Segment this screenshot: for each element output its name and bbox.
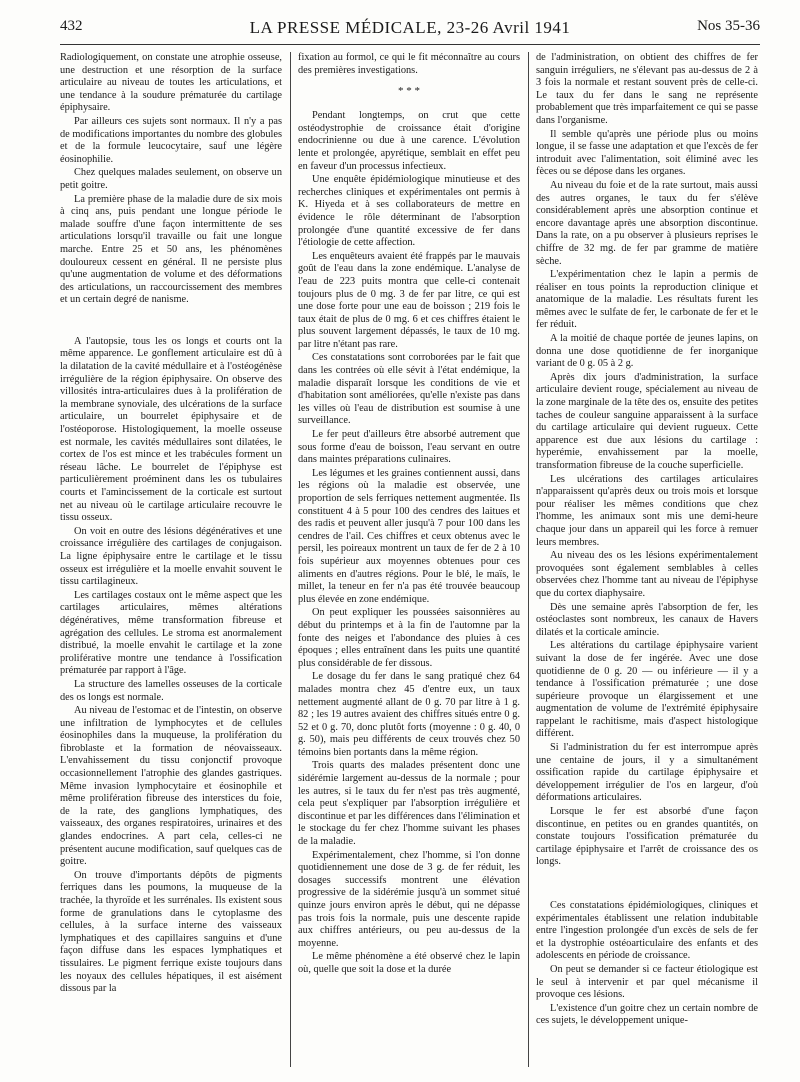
column-1 bbox=[60, 52, 282, 1067]
paragraph: Lorsque le fer est absorbé d'une façon discontinue, en petites ou en grandes quantités, on constate toujours l'ossification prématurée du cartilage épiphysaire et l'arrêt de croissance des os longs. bbox=[536, 806, 758, 868]
paragraph: Ces constatations épidémiologiques, cliniques et expérimentales établissent une relation indubitable entre l'ingestion prolongée d'un excès de sels de fer et la dystrophie ostéoarticulaire des enfants et des adolescents en période de croissance. bbox=[536, 900, 758, 962]
paragraph: Au niveau de l'estomac et de l'intestin, on observe une infiltration de lymphocytes et de cellules éosinophiles dans la muqueuse, la prolifération du fibroblaste et la formation de néovaisseaux. L'envahissement du tissu conjonctif provoque occasionnellement l'atrophie des glandes gastriques. Même invasion lymphocytaire et éosinophile et même prolifération fibreuse des interstices du foie, de la rate, des ganglions lymphatiques, des vaisseaux, des organes respiratoires, urinaires et des glandes endocrines. A part cela, celles-ci ne présentent aucune modification, sauf quelques cas de goitre. bbox=[60, 705, 282, 868]
paragraph: Si l'administration du fer est interrompue après une centaine de jours, il y a simultanément ossification rapide du cartilage épiphysaire et développement irrégulier de l'os en largeur, d'où déformations articulaires. bbox=[536, 742, 758, 804]
paragraph: Les ulcérations des cartilages articulaires n'apparaissent qu'après deux ou trois mois et lorsque pour réaliser les mêmes conditions que chez l'homme, les animaux sont mis une demi-heure chaque jour dans un appareil qui les force à remuer leurs membres. bbox=[536, 473, 758, 548]
journal-title: LA PRESSE MÉDICALE, 23-26 Avril 1941 bbox=[249, 18, 571, 37]
paragraph: Expérimentalement, chez l'homme, si l'on donne quotidiennement une dose de 3 g. de fer réduit, les dosages successifs montrent une élévation progressive de la sidérémie jusqu'à un sommet situé quinze jours environ après le début, qui ne dépasse pas trois fois la normale, puis une descente rapide aux chiffres antérieurs, ou peu au-dessus de la moyenne. bbox=[298, 849, 520, 949]
paragraph: On peut expliquer les poussées saisonnières au début du printemps et à la fin de l'automne par la fonte des neiges et l'abondance des pluies à ces époques ; elles entraînent dans les puits une quantité plus considérable de fer dissous. bbox=[298, 607, 520, 669]
column-2 bbox=[298, 52, 520, 1067]
paragraph: La structure des lamelles osseuses de la corticale des os longs est normale. bbox=[60, 678, 282, 703]
paragraph: de l'administration, on obtient des chiffres de fer sanguin irréguliers, ne s'élevant pas au-dessus de 2 à 3 fois la normale et restant souvent près de celle-ci. Le taux du fer dans le sang ne représente probablement que très imparfaitement ce qui se passe dans l'organisme. bbox=[536, 52, 758, 126]
paragraph: La première phase de la maladie dure de six mois à cinq ans, puis pendant une longue période le malade souffre d'une façon intermittente de ses articulations lorsqu'il travaille ou fait une longue marche. Entre 25 et 50 ans, les phénomènes douloureux cessent en général. Il ne persiste plus qu'une augmentation de volume et des déformations des articulations, un raccourcissement des membres et un certain degré de nanisme. bbox=[60, 193, 282, 306]
paragraph: Les enquêteurs avaient été frappés par le mauvais goût de l'eau dans la zone endémique. L'analyse de l'eau de 223 puits montra que celle-ci contenait toujours plus de 0 mg. 3 de fer par litre, ce qui est une dose forte pour une eau de boisson ; 219 fois le taux était de plus de 0 mg. 6 et ces chiffres étaient le plus souvent largement dépassés, le taux de 10 mg. par litre n'étant pas rare. bbox=[298, 250, 520, 350]
section-gap bbox=[60, 308, 282, 336]
paragraph: Il semble qu'après une période plus ou moins longue, il se fasse une adaptation et que l'excès de fer introduit avec l'alimentation, soit éliminé avec les fèces ou se dépose dans les organes. bbox=[536, 128, 758, 178]
paragraph: Au niveau des os les lésions expérimentalement provoquées sont également semblables à celles observées chez l'homme tant au niveau de l'épiphyse que du cortex diaphysaire. bbox=[536, 550, 758, 599]
column-divider bbox=[528, 52, 529, 1067]
paragraph: Chez quelques malades seulement, on observe un petit goitre. bbox=[60, 167, 282, 191]
paragraph: Radiologiquement, on constate une atrophie osseuse, une destruction et une résorption de la surface articulaire au niveau de toutes les articulations, et une tendance à la soudure prématurée du cartilage épiphysaire. bbox=[60, 52, 282, 114]
paragraph: L'expérimentation chez le lapin a permis de réaliser en tous points la reproduction clinique et anatomique de la maladie. Les résultats furent les mêmes avec le sulfate de fer, le carbonate de fer et le fer réduit. bbox=[536, 269, 758, 331]
section-separator: * * * bbox=[398, 85, 420, 98]
paragraph: Au niveau du foie et de la rate surtout, mais aussi des autres organes, le taux du fer s'élève considérablement après une absorption continue et encore davantage après une absorption discontinue. Dans la rate, on a pu observer à plusieurs reprises le chiffre de 32 mg. de fer par gramme de matière sèche. bbox=[536, 179, 758, 267]
header-rule bbox=[60, 44, 760, 45]
page-number: 432 bbox=[60, 18, 83, 34]
paragraph: Par ailleurs ces sujets sont normaux. Il n'y a pas de modifications importantes du nombre des globules et de la formule leucocytaire, sauf une légère éosinophilie. bbox=[60, 115, 282, 165]
paragraph: Après dix jours d'administration, la surface articulaire devient rouge, spécialement au niveau de la zone marginale de la tête des os, ensuite des petites taches de couleur sanguine apparaissent à la surface du cartilage articulaire qui devient rugueux. Cette apparence est due aux lésions du cartilage : hyperémie, envahissement par la moelle, transformation fibreuse de la couche superficielle. bbox=[536, 371, 758, 471]
paragraph: On voit en outre des lésions dégénératives et une croissance irrégulière des cartilages de conjugaison. La ligne épiphysaire entre le cartilage et le tissu osseux est irrégulière et la moelle envahit souvent le tissu cartilagineux. bbox=[60, 525, 282, 588]
paragraph: A l'autopsie, tous les os longs et courts ont la même apparence. Le gonflement articulaire est dû à la dilatation de la cavité médullaire et à l'ostéogénèse irrégulière de la région épiphysaire. On observe des villosités intra-articulaires dues à la prolifération de la membrane synoviale, des ulcérations de la surface articulaire, un bourrelet épiphysaire et de l'ostéoporose. Histologiquement, la moelle osseuse est normale, les cavités médullaires sont dilatées, le cortex de l'os est mince et les trabécules forment un réseau lâche. Le bourrelet de l'épiphyse est particulièrement proéminent dans les os tubulaires courts et l'amincissement de la corticale est surtout net au niveau où le cartilage articulaire recouvre le tissu osseux. bbox=[60, 335, 282, 524]
page-header bbox=[60, 18, 760, 40]
paragraph: Les cartilages costaux ont le même aspect que les cartilages articulaires, mêmes altérations dégénératives, même transformation fibreuse et agrégation des cellules. Le stroma est anormalement distribué, la moelle envahit le cartilage et la zone proliférative montre une tendance à l'ossification prématurée par rapport à l'âge. bbox=[60, 589, 282, 677]
paragraph: Dès une semaine après l'absorption de fer, les ostéoclastes sont nombreux, les canaux de Havers dilatés et la corticale amincie. bbox=[536, 601, 758, 638]
paragraph: L'existence d'un goitre chez un certain nombre de ces sujets, le développement unique- bbox=[536, 1002, 758, 1027]
paragraph: Le fer peut d'ailleurs être absorbé autrement que sous forme d'eau de boisson, l'eau servant en outre dans maintes préparations culinaires. bbox=[298, 429, 520, 466]
column-divider bbox=[290, 52, 291, 1067]
paragraph: Les altérations du cartilage épiphysaire varient suivant la dose de fer ingérée. Avec une dose quotidienne de 0 g. 20 — ou inférieure — il y a tendance à l'ossification prématurée ; une dose supérieure provoque un élargissement et une augmentation de volume de l'extrémité épiphysaire rappelant le rachitisme, mais d'aspect histologique différent. bbox=[536, 640, 758, 740]
paragraph: Le dosage du fer dans le sang pratiqué chez 64 malades montra chez 45 d'entre eux, un taux nettement augmenté allant de 0 g. 70 par litre à 1 g. 82 ; les 19 autres avaient des chiffres situés entre 0 g. 52 et 0 g. 70, donc plutôt forts (moyenne : 0 g. 40, 0 g. 50), mais peu différents de ceux trouvés chez 50 témoins bien portants dans la même région. bbox=[298, 671, 520, 758]
column-3 bbox=[536, 52, 758, 1067]
paragraph: Pendant longtemps, on crut que cette ostéodystrophie de croissance était d'origine endocrinienne ou due à une carence. L'évolution lente et prolongée, apyrétique, semblait en effet peu en faveur d'un processus infectieux. bbox=[298, 110, 520, 172]
paragraph: On peut se demander si ce facteur étiologique est le seul à intervenir et par quel mécanisme il provoque ces lésions. bbox=[536, 963, 758, 1001]
paragraph: A la moitié de chaque portée de jeunes lapins, on donna une dose quotidienne de fer inorganique variant de 0 g. 05 à 2 g. bbox=[536, 333, 758, 370]
paragraph: On trouve d'importants dépôts de pigments ferriques dans les poumons, la muqueuse de la trachée, la thyroïde et les surrénales. Ils existent sous forme de granulations dans le cytoplasme des cellules, à la surface interne des vaisseaux lymphatiques et des capillaires sanguins et d'une façon diffuse dans les espaces lymphatiques et tissulaires. Le pigment ferrique existe toujours dans les noyaux des cellules hépatiques, il est aisément dissous par la bbox=[60, 869, 282, 995]
paragraph: Ces constatations sont corroborées par le fait que dans les contrées où elle sévit à l'état endémique, la maladie disparaît lorsque les conditions de vie et d'habitation sont améliorées, qu'elle n'existe pas dans les villes où l'eau de distribution est soumise à une surveillance. bbox=[298, 352, 520, 427]
issue-number: Nos 35-36 bbox=[697, 18, 760, 34]
paragraph: fixation au formol, ce qui le fit méconnaître au cours des premières investigations. bbox=[298, 52, 520, 76]
paragraph: Les légumes et les graines contiennent aussi, dans les régions où la maladie est observée, une proportion de sels ferriques nettement augmentée. Ils constituent 4 à 5 pour 100 des cendres des laitues et des radis et peuvent aller jusqu'à 7 pour 100 dans les cendres de l'ail. Ces chiffres et ceux obtenus avec le persil, les poireaux montrent un taux de fer de 2 à 10 fois supérieur aux moyennes obtenues pour ces aliments en d'autres régions. Pour le blé, le maïs, le millet, la teneur en fer n'a pas été trouvée beaucoup plus élevée en zone endémique. bbox=[298, 467, 520, 605]
paragraph: Une enquête épidémiologique minutieuse et des recherches cliniques et expérimentales ont permis à K. Hiyeda et à ses collaborateurs de mettre en évidence le rôle déterminant de l'absorption prolongée d'une quantité excessive de fer dans l'étiologie de cette affection. bbox=[298, 174, 520, 249]
section-gap bbox=[536, 870, 758, 900]
paragraph: Trois quarts des malades présentent donc une sidérémie largement au-dessus de la normale ; pour les autres, si le taux du fer n'est pas très augmenté, cela peut s'expliquer par l'absorption irrégulière et discontinue et par les différences dans l'élimination et le stockage du fer chez l'homme suivant les phases de la maladie. bbox=[298, 760, 520, 848]
paragraph: Le même phénomène a été observé chez le lapin où, quelle que soit la dose et la durée bbox=[298, 951, 520, 975]
